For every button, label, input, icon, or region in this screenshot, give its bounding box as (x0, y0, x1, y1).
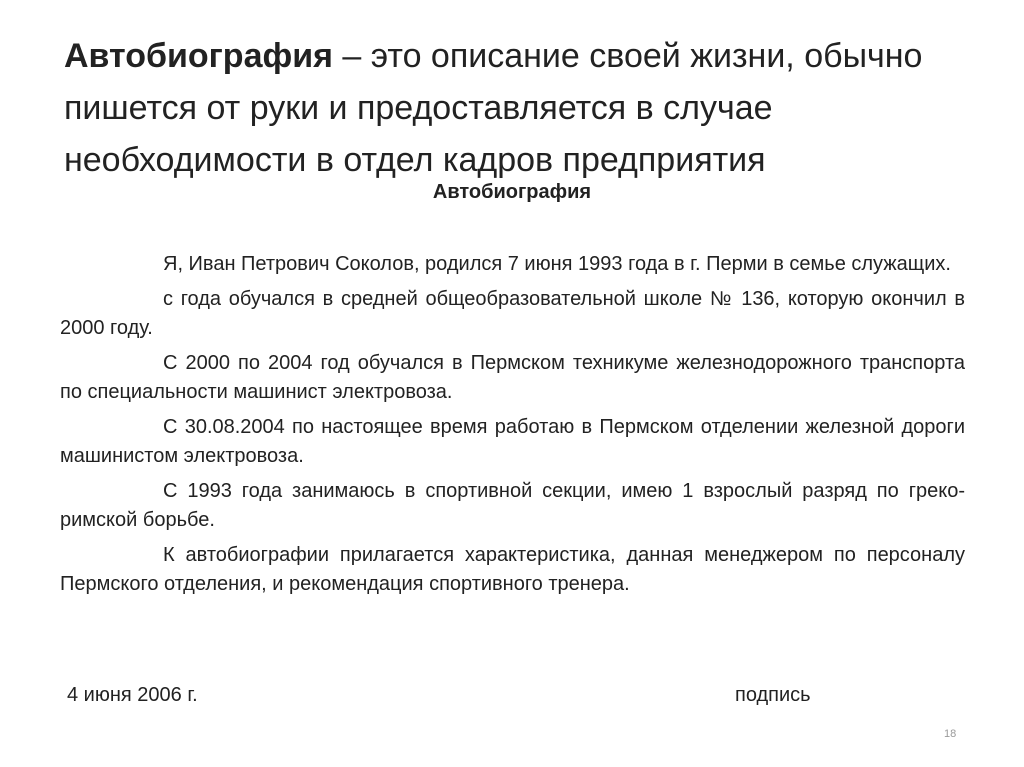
document-body (60, 250, 965, 605)
signature-label: подпись (735, 684, 811, 706)
document-title: Автобиография (432, 181, 592, 203)
heading-term: Автобиография (64, 37, 333, 75)
paragraph-birth: Я, Иван Петрович Соколов, родился 7 июня 1993 года в г. Перми в семье служащих. (163, 253, 951, 275)
paragraph-attachments: К автобиографии прилагается характеристика, данная менеджером по персоналу Пермского отделения, и рекомендация спортивного тренера. (60, 544, 965, 595)
page-number: 18 (944, 728, 957, 740)
slide-heading (64, 30, 984, 186)
heading-definition: – это описание своей жизни, обычно пишется от руки и предоставляется в случае необходимости в отдел кадров предприятия (64, 37, 923, 179)
paragraph-school: с года обучался в средней общеобразовательной школе № 136, которую окончил в 2000 году. (60, 288, 965, 339)
paragraph-college: С 2000 по 2004 год обучался в Пермском техникуме железнодорожного транспорта по специальности машинист электровоза. (60, 352, 965, 403)
paragraph-sport: С 1993 года занимаюсь в спортивной секции, имею 1 взрослый разряд по греко-римской борьбе. (60, 480, 965, 531)
paragraph-work: С 30.08.2004 по настоящее время работаю в Пермском отделении железной дороги машинистом электровоза. (60, 416, 965, 467)
document-date: 4 июня 2006 г. (67, 684, 198, 706)
